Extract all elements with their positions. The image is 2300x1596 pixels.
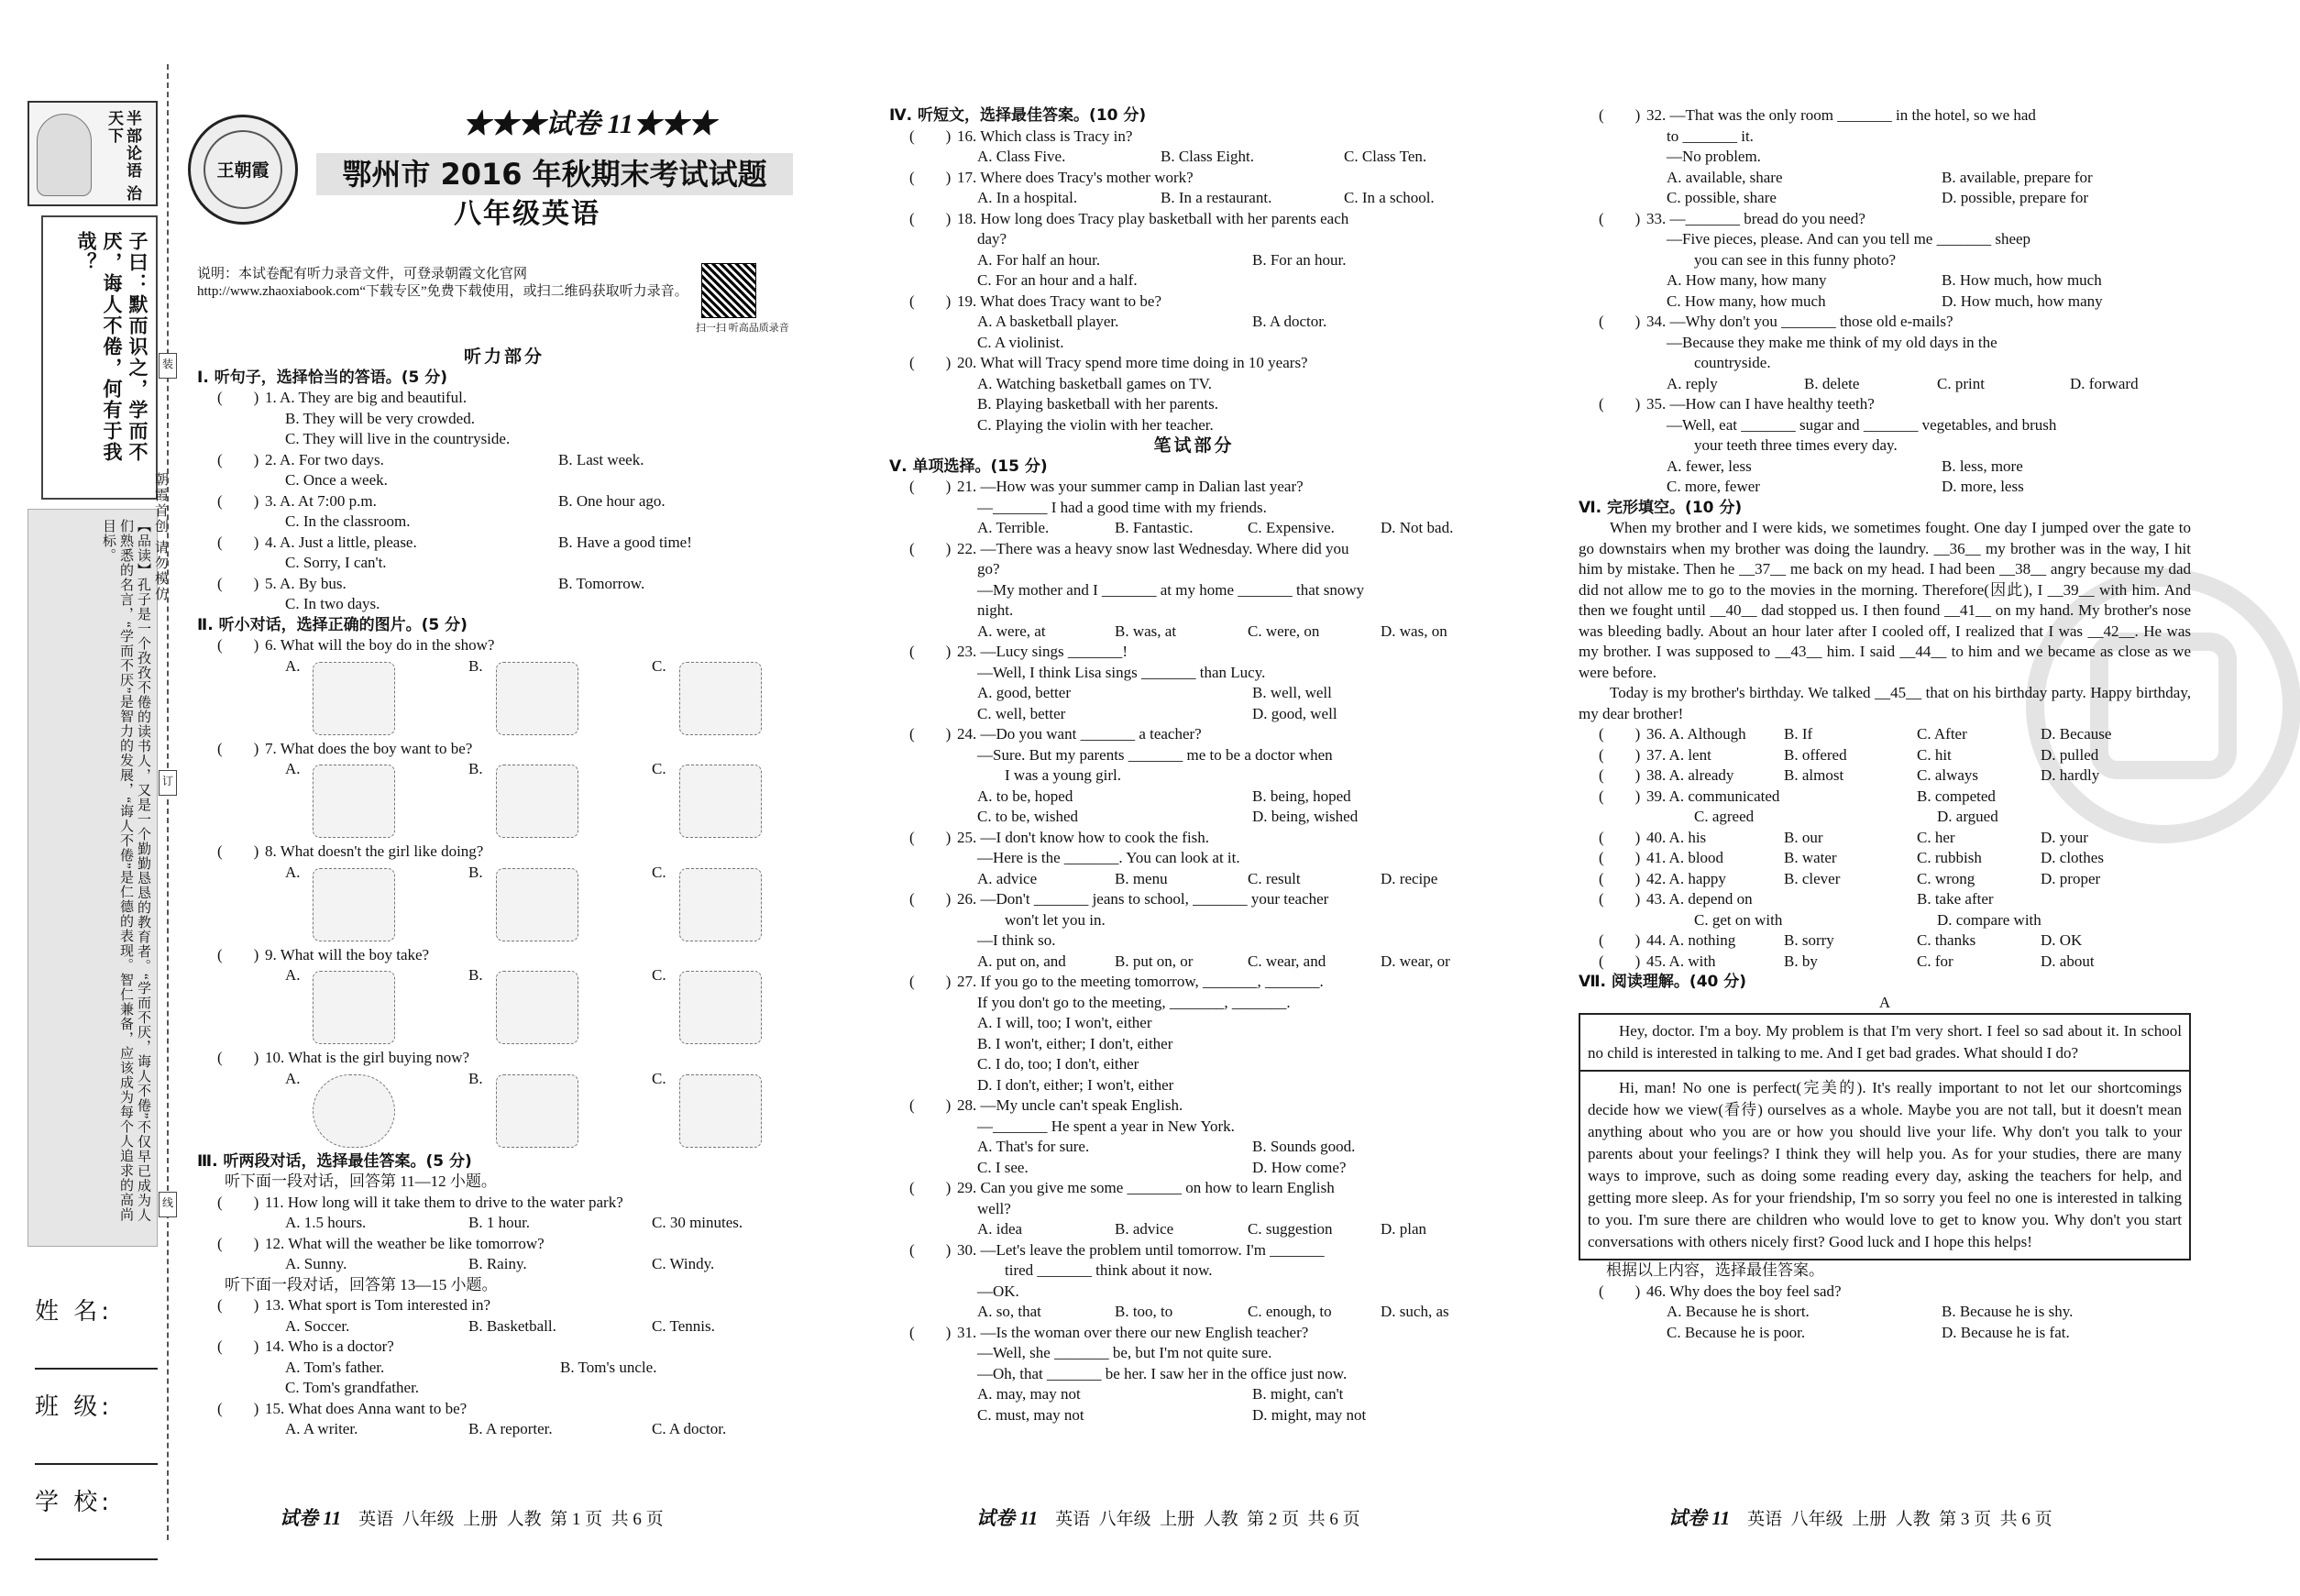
cloze-41: ( ) 41. A. blood B. water C. rubbish D. clothes <box>1599 849 2104 866</box>
option: C. In two days. <box>285 595 380 612</box>
jacket-icon <box>679 971 762 1044</box>
dialogue-line: —_______ I had a good time with my friends. <box>977 498 1267 516</box>
computer-user-icon <box>496 765 578 838</box>
question-27: ( ) 27. If you go to the meeting tomorrow, _______, _______. <box>909 973 1324 990</box>
option: C. In the classroom. <box>285 512 411 530</box>
pindu-box <box>28 509 158 1247</box>
continuation: countryside. <box>1694 354 1771 371</box>
options: A. reply B. delete C. print D. forward <box>1667 374 2139 392</box>
question-11: ( ) 11. How long will it take them to drive to the water park? <box>217 1193 623 1211</box>
question-14: ( ) 14. Who is a doctor? <box>217 1337 394 1355</box>
map-icon <box>313 971 395 1044</box>
banner-box <box>28 101 158 206</box>
cloze-38: ( ) 38. A. already B. almost C. always D. hardly <box>1599 766 2100 784</box>
continuation: go? <box>977 560 1000 578</box>
exam-note: 说明：本试卷配有听力录音文件，可登录朝霞文化官网 http://www.zhaoxiabook.com“下载专区”免费下载使用，或扫二维码获取听力录音。 <box>197 267 688 299</box>
footer-page-1: 试卷 11 英语 八年级 上册 人教 第 1 页 共 6 页 <box>280 1507 664 1529</box>
cloze-36: ( ) 36. A. Although B. If C. After D. Because <box>1599 725 2112 743</box>
confucius-icon <box>37 114 92 196</box>
option: D. I don't, either; I won't, either <box>977 1075 1174 1094</box>
question-24: ( ) 24. —Do you want _______ a teacher? <box>909 725 1202 743</box>
question-34: ( ) 34. —Why don't you _______ those old e-mails? <box>1599 313 1953 330</box>
column-2 <box>889 105 1499 1425</box>
cloze-passage: Today is my brother's birthday. We talked __45__ that on his birthday party. Happy birthday, my dear brother! <box>1579 684 2191 722</box>
letter-box <box>1579 1013 2191 1072</box>
section-5: Ⅴ. 单项选择。(15 分) <box>889 457 1048 476</box>
question-35: ( ) 35. —How can I have healthy teeth? <box>1599 395 1875 413</box>
quote-box <box>41 215 158 500</box>
option: C. I do, too; I don't, either <box>977 1055 1139 1073</box>
dialogue-line: —_______ He spent a year in New York. <box>977 1117 1235 1135</box>
reading-label: A <box>1878 993 1891 1011</box>
options: A. How many, how many B. How much, how much C. How many, how much D. How much, how many <box>1667 271 2103 310</box>
dialogue-line: —OK. <box>977 1282 1019 1300</box>
bicycle-icon <box>496 1074 578 1148</box>
question-32: ( ) 32. —That was the only room _______ in the hotel, so we had <box>1599 106 2036 124</box>
continuation: to _______ it. <box>1667 127 1754 145</box>
dialogue-line: —Well, eat _______ sugar and _______ vegetables, and brush <box>1667 415 2057 434</box>
listening-heading: 听力部分 <box>463 347 545 367</box>
options: A. to be, hoped B. being, hoped C. to be, wished D. being, wished <box>977 787 1359 825</box>
continuation: day? <box>977 230 1007 248</box>
student-info <box>28 1298 158 1588</box>
question-10: ( ) 10. What is the girl buying now? <box>217 1049 470 1066</box>
footer-page-2: 试卷 11 英语 八年级 上册 人教 第 2 页 共 6 页 <box>976 1507 1360 1529</box>
cloze-37: ( ) 37. A. lent B. offered C. hit D. pulled <box>1599 745 2099 764</box>
reply-box <box>1579 1072 2191 1260</box>
violin-boy-icon <box>496 662 578 735</box>
option: B. Playing basketball with her parents. <box>977 395 1218 413</box>
options: A. available, share B. available, prepare for C. possible, share D. possible, prepare for <box>1667 168 2093 206</box>
exam-subtitle: 八年级英语 <box>454 198 600 230</box>
continuation: your teeth three times every day. <box>1694 436 1898 454</box>
dancing-boy-icon <box>313 662 395 735</box>
section-7: Ⅶ. 阅读理解。(40 分) <box>1579 973 1747 991</box>
options: A. That's for sure. B. Sounds good. C. I see. D. How come? <box>977 1138 1356 1176</box>
cloze-42: ( ) 42. A. happy B. clever C. wrong D. proper <box>1599 869 2101 887</box>
school-label: 学 校: <box>35 1489 114 1516</box>
paper-number: ★★★试卷 11★★★ <box>463 109 716 139</box>
picture-options: A. B. C. <box>197 965 811 1048</box>
reading-instruction: 根据以上内容，选择最佳答案。 <box>1606 1261 1824 1279</box>
cloze-passage: When my brother and I were kids, we sometimes fought. One day I jumped over the gate to go downstairs when my brother was doing the laundry. __36__ my brother was in the way, I hit him by mistake. Then he __37__ me back on my head. I had been __38__ angry because my dad did not allow me to go to the movies in the morning. Therefore(因此), I __39__ with him. And then we fought until __40__ dad stopped us. I then found __41__ on my hand. My brother's nose was bleeding badly. About an hour later after I cooled off, I realized that I was __42__. He was my brother. I was supposed to __43__ him. I said __44__ to him and we became as close as we were before. <box>1579 519 2191 681</box>
qr-note: 扫一扫 听高品质录音 <box>696 323 789 334</box>
cloze-45: ( ) 45. A. with B. by C. for D. about <box>1599 952 2095 970</box>
brand-name: 王朝霞 <box>204 130 282 209</box>
dialogue-line: —Well, she _______ be, but I'm not quite sure. <box>977 1344 1272 1361</box>
options: A. idea B. advice C. suggestion D. plan <box>977 1220 1427 1238</box>
class-field[interactable] <box>35 1463 158 1465</box>
option: A. I will, too; I won't, either <box>977 1014 1152 1031</box>
cloze-43: ( ) 43. A. depend on B. take after <box>1599 890 1994 908</box>
option: A. Watching basketball games on TV. <box>977 374 1212 392</box>
binding-mark: 订 <box>159 770 177 796</box>
continuation: tired _______ think about it now. <box>1005 1261 1213 1279</box>
question-9: ( ) 9. What will the boy take? <box>217 945 430 963</box>
dialogue-line: —Oh, that _______ be her. I saw her in the office just now. <box>977 1364 1348 1382</box>
options: A. were, at B. was, at C. were, on D. was, on <box>977 622 1447 640</box>
options: A. A writer. B. A reporter. C. A doctor. <box>285 1420 727 1437</box>
cloze-39-cont: C. agreed D. argued <box>1694 808 1998 825</box>
question-26: ( ) 26. —Don't _______ jeans to school, _______ your teacher <box>909 890 1329 908</box>
section-2: Ⅱ. 听小对话，选择正确的图片。(5 分) <box>197 615 468 634</box>
pindu-text: 【品读】孔子是一个孜孜不倦的读书人，又是一个勤勤恳恳的教育者。“学而不厌，诲人不倦”不仅早已成为人们熟悉的名言，“学而不厌”是智力的发展，“诲人不倦”是仁德的表现。智仁兼备，应该成为每个人追求的高尚目标。 <box>101 519 150 1223</box>
cloze-39: ( ) 39. A. communicated B. competed <box>1599 787 1996 805</box>
option: C. They will live in the countryside. <box>285 430 511 447</box>
washing-girl-icon <box>313 868 395 941</box>
class-label: 班 级: <box>35 1393 114 1421</box>
options: A. fewer, less B. less, more C. more, fewer D. more, less <box>1667 457 2024 495</box>
laundry-girl-icon <box>679 868 762 941</box>
question-22: ( ) 22. —There was a heavy snow last Wednesday. Where did you <box>909 539 1349 557</box>
binding-line <box>167 64 169 1540</box>
question-5: ( ) 5. A. By bus. B. Tomorrow. <box>217 574 645 592</box>
dialogue-line: —Five pieces, please. And can you tell me _______ sheep <box>1667 230 2031 248</box>
footer-page-3: 试卷 11 英语 八年级 上册 人教 第 3 页 共 6 页 <box>1668 1507 2052 1529</box>
question-13: ( ) 13. What sport is Tom interested in? <box>217 1296 491 1314</box>
question-28: ( ) 28. —My uncle can't speak English. <box>909 1096 1183 1114</box>
school-field[interactable] <box>35 1558 158 1560</box>
option: B. They will be very crowded. <box>285 409 475 427</box>
sweeping-girl-icon <box>496 868 578 941</box>
options: A. Because he is short. B. Because he is shy. C. Because he is poor. D. Because he is fat. <box>1667 1303 2074 1341</box>
question-33: ( ) 33. —_______ bread do you need? <box>1599 209 1865 227</box>
options: A. A basketball player. B. A doctor. <box>977 313 1327 330</box>
umbrella-icon <box>496 971 578 1044</box>
dialogue-line: —I think so. <box>977 931 1056 949</box>
name-field[interactable] <box>35 1368 158 1370</box>
dialogue-line: —Well, I think Lisa sings _______ than Lucy. <box>977 663 1266 681</box>
dialogue-line: —Sure. But my parents _______ me to be a doctor when <box>977 745 1333 764</box>
exam-title: 鄂州市 2016 年秋期末考试试题 <box>316 153 793 195</box>
picture-options: A. B. C. <box>197 863 811 945</box>
question-29: ( ) 29. Can you give me some _______ on how to learn English <box>909 1179 1335 1196</box>
question-23: ( ) 23. —Lucy sings _______! <box>909 643 1128 660</box>
options: A. Sunny. B. Rainy. C. Windy. <box>285 1255 715 1272</box>
option: C. Playing the violin with her teacher. <box>977 415 1214 434</box>
cake-icon <box>313 765 395 838</box>
question-12: ( ) 12. What will the weather be like tomorrow? <box>217 1234 545 1252</box>
question-4: ( ) 4. A. Just a little, please. B. Have a good time! <box>217 533 692 551</box>
options: A. good, better B. well, well C. well, better D. good, well <box>977 684 1337 722</box>
option: C. Tom's grandfather. <box>285 1379 420 1396</box>
options: A. put on, and B. put on, or C. wear, and D. wear, or <box>977 952 1450 970</box>
section-1: Ⅰ. 听句子，选择恰当的答语。(5 分) <box>197 368 447 387</box>
question-21: ( ) 21. —How was your summer camp in Dalian last year? <box>909 478 1304 495</box>
question-25: ( ) 25. —I don't know how to cook the fish. <box>909 828 1210 846</box>
dialogue-instruction: 听下面一段对话，回答第 13—15 小题。 <box>225 1275 498 1293</box>
section-3: Ⅲ. 听两段对话，选择最佳答案。(5 分) <box>197 1151 472 1171</box>
question-18: ( ) 18. How long does Tracy play basketball with her parents each <box>909 209 1349 227</box>
binding-mark: 线 <box>159 1192 177 1217</box>
question-16: ( ) 16. Which class is Tracy in? <box>909 127 1133 145</box>
cloze-44: ( ) 44. A. nothing B. sorry C. thanks D. OK <box>1599 931 2083 949</box>
options: A. Soccer. B. Basketball. C. Tennis. <box>285 1316 715 1335</box>
question-8: ( ) 8. What doesn't the girl like doing? <box>217 842 484 860</box>
question-46: ( ) 46. Why does the boy feel sad? <box>1599 1282 1842 1300</box>
picture-options: A. B. C. <box>197 656 811 739</box>
question-6: ( ) 6. What will the boy do in the show? <box>217 636 495 654</box>
dialogue-line: —No problem. <box>1667 148 1761 165</box>
picture-options: A. B. C. <box>197 759 811 842</box>
landscape-icon <box>679 765 762 838</box>
dialogue-line: —My mother and I _______ at my home _______ that snowy <box>977 580 1365 599</box>
confucius-quote: 子曰：默而识之，学而不厌，诲人不倦，何有于我哉？ <box>75 231 149 463</box>
section-4: Ⅳ. 听短文，选择最佳答案。(10 分) <box>889 106 1147 125</box>
banner-text: 半部论语 治天下 <box>105 110 141 204</box>
cloze-40: ( ) 40. A. his B. our C. her D. your <box>1599 828 2088 846</box>
question-17: ( ) 17. Where does Tracy's mother work? <box>909 168 1194 186</box>
question-15: ( ) 15. What does Anna want to be? <box>217 1399 468 1417</box>
question-19: ( ) 19. What does Tracy want to be? <box>909 292 1162 310</box>
basketball-icon <box>313 1074 395 1148</box>
name-label: 姓 名: <box>35 1298 114 1326</box>
continuation: you can see in this funny photo? <box>1694 250 1897 269</box>
options: A. Tom's father. B. Tom's uncle. <box>285 1358 657 1376</box>
side-note: 朝霞首创 请勿模仿 <box>153 472 168 602</box>
options: A. Terrible. B. Fantastic. C. Expensive. D. Not bad. <box>977 519 1454 536</box>
question-31: ( ) 31. —Is the woman over there our new English teacher? <box>909 1323 1309 1341</box>
options: A. advice B. menu C. result D. recipe <box>977 869 1438 887</box>
qr-code-icon[interactable] <box>701 263 756 318</box>
question-30: ( ) 30. —Let's leave the problem until tomorrow. I'm _______ <box>909 1240 1325 1259</box>
brand-logo <box>188 115 298 225</box>
continuation: won't let you in. <box>1005 910 1106 929</box>
section-6: Ⅵ. 完形填空。(10 分) <box>1579 498 1743 517</box>
options: A. For half an hour. B. For an hour. <box>977 250 1347 269</box>
continuation: night. <box>977 601 1014 619</box>
column-1 <box>197 347 811 1440</box>
option: C. A violinist. <box>977 333 1064 351</box>
letter-text: Hey, doctor. I'm a boy. My problem is that I'm very short. I feel so sad about it. In school no child is interested in talking to me. And I get bad grades. What should I do? <box>1588 1022 2182 1062</box>
option: C. Sorry, I can't. <box>285 554 387 571</box>
cloze-43-cont: C. get on with D. compare with <box>1694 910 2041 929</box>
dialogue-instruction: 听下面一段对话，回答第 11—12 小题。 <box>225 1172 497 1190</box>
options: A. 1.5 hours. B. 1 hour. C. 30 minutes. <box>285 1214 743 1231</box>
options: A. so, that B. too, to C. enough, to D. such, as <box>977 1303 1449 1320</box>
question-20: ( ) 20. What will Tracy spend more time doing in 10 years? <box>909 354 1308 371</box>
header <box>188 105 811 344</box>
picture-options: A. B. C. <box>197 1069 811 1151</box>
reply-text: Hi, man! No one is perfect(完美的). It's really important to not let our shortcomings decide how we view(看待) ourselves as a whole. Maybe you are not tall, but it doesn't mean anything about who you are or how you should live your life. Why don't you talk to your parents about your feelings? I think they will help you. As for your studies, there are many ways to improve, such as doing some reading every day, asking the teachers for help, and getting more sleep. As for your friendship, I'm so sorry you feel no one is interested in talking to you. I'm sure there are children who would love to get to know you. Why don't you start conversations with others nicely first? Good luck and I hope this helps! <box>1588 1079 2182 1250</box>
dialogue-line: —Here is the _______. You can look at it. <box>977 849 1240 866</box>
question-2: ( ) 2. A. For two days. B. Last week. <box>217 450 644 468</box>
column-3 <box>1579 105 2191 1343</box>
guitar-boy-icon <box>679 662 762 735</box>
binding-mark: 装 <box>159 353 177 379</box>
options: A. may, may not B. might, can't C. must, may not D. might, may not <box>977 1385 1367 1424</box>
dialogue-line: —Because they make me think of my old days in the <box>1667 333 1997 351</box>
option: C. Once a week. <box>285 471 388 489</box>
continuation: well? <box>977 1199 1011 1217</box>
continuation: I was a young girl. <box>1005 766 1122 784</box>
question-7: ( ) 7. What does the boy want to be? <box>217 739 473 757</box>
continuation: If you don't go to the meeting, _______, _______. <box>977 993 1291 1011</box>
option: C. For an hour and a half. <box>977 271 1138 289</box>
options: A. Class Five. B. Class Eight. C. Class Ten. <box>977 148 1427 165</box>
camera-icon <box>679 1074 762 1148</box>
question-1: ( ) 1. A. They are big and beautiful. <box>217 389 468 406</box>
options: A. In a hospital. B. In a restaurant. C. In a school. <box>977 189 1435 206</box>
left-sidebar <box>28 101 168 1596</box>
question-3: ( ) 3. A. At 7:00 p.m. B. One hour ago. <box>217 491 666 510</box>
written-heading: 笔试部分 <box>1153 435 1235 456</box>
option: B. I won't, either; I don't, either <box>977 1034 1173 1052</box>
